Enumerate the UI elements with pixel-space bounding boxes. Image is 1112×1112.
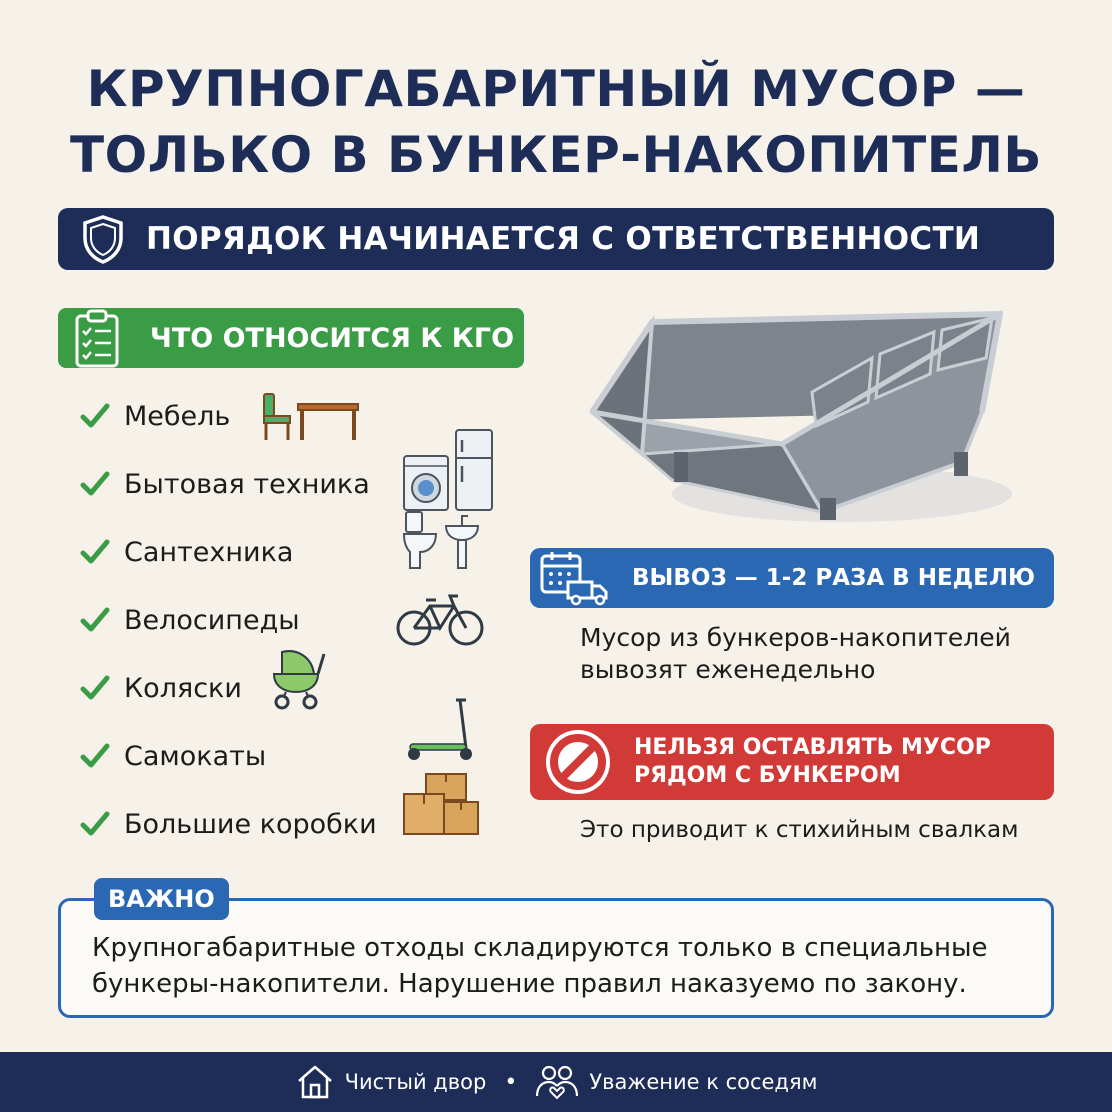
responsibility-banner — [58, 208, 1054, 270]
page-title — [0, 56, 1112, 188]
check-icon — [80, 401, 110, 431]
bicycle-icon — [396, 590, 484, 648]
check-icon — [80, 469, 110, 499]
list-item-boxes — [80, 794, 500, 854]
bunker-container-image — [582, 302, 1012, 538]
scooter-icon — [402, 696, 476, 762]
important-text — [92, 930, 1042, 1002]
kgo-heading — [58, 308, 524, 368]
prohibited-icon — [530, 724, 626, 800]
pickup-description — [580, 622, 1011, 686]
important-line-2: бункеры-накопители. Нарушение правил наказуемо по закону. — [92, 969, 967, 999]
important-line-1: Крупногабаритные отходы складируются только в специальные — [92, 933, 988, 963]
list-item-bicycles — [80, 590, 500, 650]
boxes-icon — [402, 772, 480, 836]
footer-right-text: Уважение к соседям — [589, 1070, 818, 1094]
item-label: Коляски — [124, 672, 242, 704]
pickup-heading-text: ВЫВОЗ — 1-2 РАЗА В НЕДЕЛЮ — [632, 565, 1035, 591]
clipboard-checklist-icon — [58, 299, 136, 377]
forbidden-heading — [530, 724, 1054, 800]
footer-clean-yard — [295, 1063, 487, 1101]
item-label: Бытовая техника — [124, 468, 370, 500]
toilet-sink-icon — [402, 508, 482, 572]
title-line-1: КРУПНОГАБАРИТНЫЙ МУСОР — — [86, 60, 1026, 118]
chair-table-icon — [260, 388, 360, 444]
house-icon — [295, 1063, 335, 1101]
shield-icon — [72, 208, 134, 270]
footer-separator: • — [504, 1069, 518, 1095]
people-icon — [535, 1064, 579, 1100]
washer-fridge-icon — [402, 428, 494, 514]
check-icon — [80, 741, 110, 771]
forbidden-line-1: НЕЛЬЗЯ ОСТАВЛЯТЬ МУСОР — [634, 735, 991, 760]
kgo-heading-text: ЧТО ОТНОСИТСЯ К КГО — [150, 322, 515, 354]
item-label: Мебель — [124, 400, 231, 432]
important-tag: ВАЖНО — [94, 878, 229, 920]
forbidden-description: Это приводит к стихийным свалкам — [580, 817, 1019, 843]
stroller-icon — [262, 644, 328, 710]
list-item-appliances — [80, 454, 500, 514]
banner-text: ПОРЯДОК НАЧИНАЕТСЯ С ОТВЕТСТВЕННОСТИ — [146, 221, 981, 257]
footer-left-text: Чистый двор — [344, 1070, 487, 1094]
title-line-2: ТОЛЬКО В БУНКЕР-НАКОПИТЕЛЬ — [70, 126, 1042, 184]
pickup-heading — [530, 548, 1054, 608]
forbidden-line-2: РЯДОМ С БУНКЕРОМ — [634, 763, 901, 788]
pickup-line-2: вывозят еженедельно — [580, 655, 876, 684]
check-icon — [80, 673, 110, 703]
footer — [0, 1052, 1112, 1112]
list-item-plumbing — [80, 522, 500, 582]
item-label: Велосипеды — [124, 604, 300, 636]
forbidden-heading-text — [634, 734, 1044, 790]
item-label: Сантехника — [124, 536, 294, 568]
item-label: Самокаты — [124, 740, 267, 772]
pickup-line-1: Мусор из бункеров-накопителей — [580, 623, 1011, 652]
calendar-truck-icon — [530, 548, 618, 608]
check-icon — [80, 605, 110, 635]
item-label: Большие коробки — [124, 808, 377, 840]
check-icon — [80, 809, 110, 839]
check-icon — [80, 537, 110, 567]
footer-respect — [535, 1064, 817, 1100]
